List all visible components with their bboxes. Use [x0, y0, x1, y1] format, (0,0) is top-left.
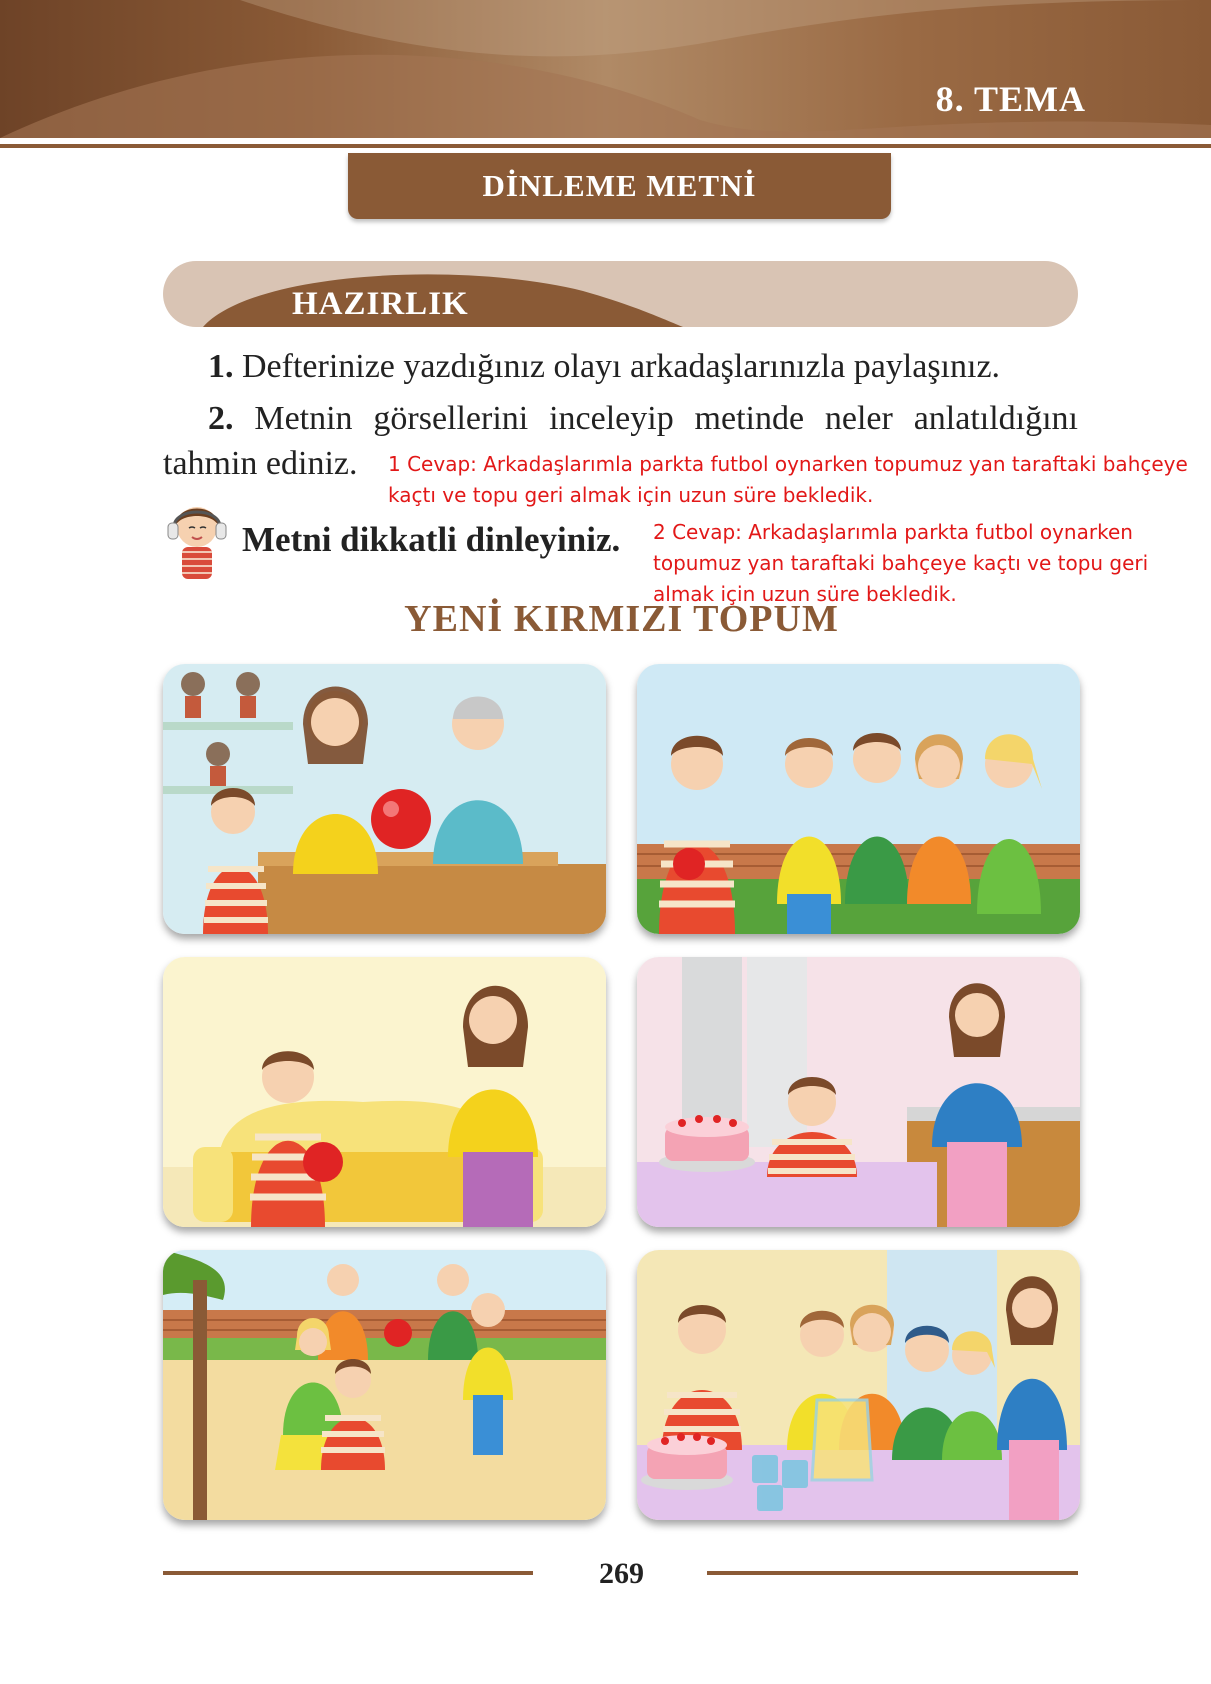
task-2-text: Metnin görsellerini inceleyip metinde neler anlatıldığını — [254, 400, 1078, 437]
task-1-text: Defterinize yazdığınız olayı arkadaşlarınızla paylaşınız. — [242, 348, 1001, 385]
listen-instruction: Metni dikkatli dinleyiniz. — [242, 520, 621, 559]
story-title: YENİ KIRMIZI TOPUM — [404, 598, 839, 640]
illustration-playground — [163, 1250, 606, 1520]
illustration-party — [637, 1250, 1080, 1520]
section-tab — [348, 153, 891, 219]
answer-2: 2 Cevap: Arkadaşlarımla parkta futbol oynarken topumuz yan taraftaki bahçeye kaçtı ve topu geri almak için uzun süre bekledik. — [653, 520, 1149, 606]
section-tab-title: DİNLEME METNİ — [482, 168, 757, 203]
preparation-title: HAZIRLIK — [292, 286, 469, 322]
top-banner — [0, 0, 1211, 150]
task-2-continuation: tahmin ediniz. — [163, 445, 358, 482]
answer-1: 1 Cevap: Arkadaşlarımla parkta futbol oynarken topumuz yan taraftaki bahçeye kaçtı ve topu geri almak için uzun süre bekledik. — [388, 452, 1188, 507]
task-2-number: 2. — [208, 400, 234, 437]
illustration-toy-shop — [163, 664, 606, 934]
task-2 — [208, 400, 1078, 438]
theme-label: 8. TEMA — [935, 79, 1086, 119]
listening-child-icon — [162, 497, 232, 585]
task-1-number: 1. — [208, 348, 234, 385]
illustration-kitchen — [637, 957, 1080, 1227]
page-number: 269 — [599, 1557, 644, 1590]
task-1 — [208, 348, 1000, 386]
illustration-friends-group — [637, 664, 1080, 934]
illustration-living-room — [163, 957, 606, 1227]
